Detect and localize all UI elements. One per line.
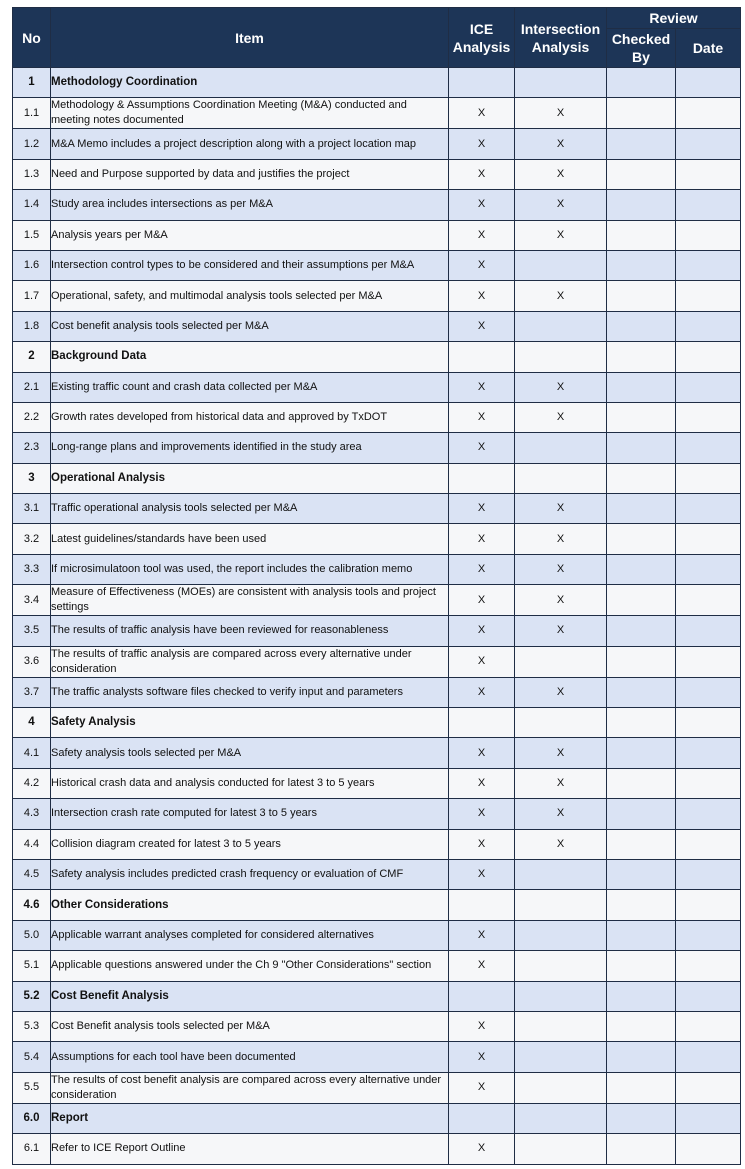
date-cell: [676, 677, 741, 707]
item-text: Assumptions for each tool have been documented: [51, 1042, 449, 1072]
row-number: 2.2: [13, 402, 51, 432]
date-cell: [676, 129, 741, 159]
ice-analysis-mark: X: [449, 524, 515, 554]
row-number: 3: [13, 463, 51, 493]
table-row: [13, 920, 741, 950]
date-cell: [676, 1042, 741, 1072]
row-number: 5.2: [13, 981, 51, 1011]
table-row: [13, 1042, 741, 1072]
checked-by-cell: [607, 677, 676, 707]
intersection-analysis-mark: X: [515, 129, 607, 159]
ice-analysis-mark: X: [449, 1042, 515, 1072]
section-row: [13, 463, 741, 493]
ice-analysis-mark: X: [449, 585, 515, 616]
intersection-analysis-mark: X: [515, 738, 607, 768]
date-cell: [676, 981, 741, 1011]
checked-by-cell: [607, 311, 676, 341]
section-row: [13, 68, 741, 98]
date-cell: [676, 616, 741, 646]
table-row: [13, 799, 741, 829]
checked-by-cell: [607, 951, 676, 981]
ice-analysis-mark: X: [449, 433, 515, 463]
row-number: 3.4: [13, 585, 51, 616]
item-text: Intersection crash rate computed for latest 3 to 5 years: [51, 799, 449, 829]
table-row: [13, 494, 741, 524]
checked-by-cell: [607, 220, 676, 250]
checked-by-cell: [607, 372, 676, 402]
ice-analysis-mark: [449, 1103, 515, 1133]
date-cell: [676, 585, 741, 616]
row-number: 3.2: [13, 524, 51, 554]
date-cell: [676, 463, 741, 493]
row-number: 4: [13, 708, 51, 738]
date-cell: [676, 1011, 741, 1041]
section-title: Report: [51, 1103, 449, 1133]
ice-analysis-mark: X: [449, 920, 515, 950]
ice-analysis-mark: [449, 463, 515, 493]
checked-by-cell: [607, 494, 676, 524]
row-number: 2.1: [13, 372, 51, 402]
intersection-analysis-mark: [515, 920, 607, 950]
section-title: Other Considerations: [51, 890, 449, 920]
intersection-analysis-mark: X: [515, 554, 607, 584]
table-row: [13, 585, 741, 616]
table-row: [13, 738, 741, 768]
table-row: [13, 402, 741, 432]
date-cell: [676, 1134, 741, 1164]
date-cell: [676, 768, 741, 798]
intersection-analysis-mark: [515, 708, 607, 738]
checked-by-cell: [607, 920, 676, 950]
item-text: The results of traffic analysis are compared across every alternative under consideration: [51, 646, 449, 677]
checked-by-cell: [607, 433, 676, 463]
checked-by-cell: [607, 890, 676, 920]
date-cell: [676, 494, 741, 524]
checked-by-cell: [607, 463, 676, 493]
section-row: [13, 342, 741, 372]
row-number: 1.4: [13, 190, 51, 220]
ice-analysis-mark: X: [449, 859, 515, 889]
date-cell: [676, 738, 741, 768]
table-row: [13, 220, 741, 250]
item-text: Cost benefit analysis tools selected per M&A: [51, 311, 449, 341]
table-body: [13, 68, 741, 1165]
table-row: [13, 677, 741, 707]
ice-analysis-mark: X: [449, 402, 515, 432]
item-text: Applicable warrant analyses completed for considered alternatives: [51, 920, 449, 950]
table-row: [13, 190, 741, 220]
intersection-analysis-mark: X: [515, 402, 607, 432]
row-number: 1.5: [13, 220, 51, 250]
checked-by-cell: [607, 585, 676, 616]
item-text: Study area includes intersections as per M&A: [51, 190, 449, 220]
checked-by-cell: [607, 524, 676, 554]
intersection-analysis-mark: X: [515, 281, 607, 311]
checked-by-cell: [607, 250, 676, 280]
checked-by-cell: [607, 1103, 676, 1133]
ice-analysis-mark: X: [449, 281, 515, 311]
date-cell: [676, 372, 741, 402]
item-text: If microsimulatoon tool was used, the report includes the calibration memo: [51, 554, 449, 584]
intersection-analysis-mark: X: [515, 524, 607, 554]
section-row: [13, 981, 741, 1011]
table-row: [13, 524, 741, 554]
intersection-analysis-mark: [515, 1134, 607, 1164]
intersection-analysis-mark: X: [515, 799, 607, 829]
table-row: [13, 768, 741, 798]
section-title: Methodology Coordination: [51, 68, 449, 98]
item-text: Historical crash data and analysis conducted for latest 3 to 5 years: [51, 768, 449, 798]
item-text: The results of traffic analysis have been reviewed for reasonableness: [51, 616, 449, 646]
header-ice-analysis: ICE Analysis: [449, 8, 515, 68]
ice-analysis-mark: X: [449, 311, 515, 341]
intersection-analysis-mark: [515, 1103, 607, 1133]
ice-analysis-mark: X: [449, 1011, 515, 1041]
ice-analysis-mark: [449, 981, 515, 1011]
checked-by-cell: [607, 554, 676, 584]
table-row: [13, 1134, 741, 1164]
checked-by-cell: [607, 129, 676, 159]
checked-by-cell: [607, 98, 676, 129]
row-number: 4.6: [13, 890, 51, 920]
row-number: 4.5: [13, 859, 51, 889]
ice-analysis-mark: X: [449, 98, 515, 129]
date-cell: [676, 554, 741, 584]
intersection-analysis-mark: [515, 1042, 607, 1072]
row-number: 4.3: [13, 799, 51, 829]
checked-by-cell: [607, 616, 676, 646]
header-checked-by: Checked By: [607, 29, 676, 68]
table-row: [13, 311, 741, 341]
item-text: The results of cost benefit analysis are compared across every alternative under consideration: [51, 1072, 449, 1103]
intersection-analysis-mark: [515, 311, 607, 341]
item-text: Methodology & Assumptions Coordination Meeting (M&A) conducted and meeting notes documented: [51, 98, 449, 129]
intersection-analysis-mark: [515, 951, 607, 981]
item-text: Analysis years per M&A: [51, 220, 449, 250]
checked-by-cell: [607, 646, 676, 677]
ice-analysis-mark: X: [449, 616, 515, 646]
item-text: Traffic operational analysis tools selected per M&A: [51, 494, 449, 524]
row-number: 2: [13, 342, 51, 372]
table-header: [13, 8, 741, 68]
checked-by-cell: [607, 1042, 676, 1072]
row-number: 5.4: [13, 1042, 51, 1072]
table-row: [13, 1072, 741, 1103]
table-row: [13, 250, 741, 280]
row-number: 2.3: [13, 433, 51, 463]
section-row: [13, 890, 741, 920]
date-cell: [676, 402, 741, 432]
table-row: [13, 98, 741, 129]
item-text: Long-range plans and improvements identified in the study area: [51, 433, 449, 463]
intersection-analysis-mark: X: [515, 372, 607, 402]
intersection-analysis-mark: [515, 890, 607, 920]
date-cell: [676, 524, 741, 554]
date-cell: [676, 1072, 741, 1103]
item-text: Existing traffic count and crash data collected per M&A: [51, 372, 449, 402]
item-text: Refer to ICE Report Outline: [51, 1134, 449, 1164]
checked-by-cell: [607, 859, 676, 889]
checked-by-cell: [607, 1072, 676, 1103]
ice-analysis-mark: X: [449, 1134, 515, 1164]
section-row: [13, 708, 741, 738]
row-number: 3.3: [13, 554, 51, 584]
intersection-analysis-mark: [515, 68, 607, 98]
ice-analysis-mark: X: [449, 799, 515, 829]
date-cell: [676, 920, 741, 950]
item-text: Latest guidelines/standards have been used: [51, 524, 449, 554]
row-number: 1.3: [13, 159, 51, 189]
ice-analysis-mark: X: [449, 677, 515, 707]
intersection-analysis-mark: [515, 981, 607, 1011]
intersection-analysis-mark: [515, 463, 607, 493]
table-row: [13, 951, 741, 981]
date-cell: [676, 281, 741, 311]
date-cell: [676, 159, 741, 189]
ice-analysis-mark: X: [449, 554, 515, 584]
row-number: 1.8: [13, 311, 51, 341]
intersection-analysis-mark: X: [515, 98, 607, 129]
header-item: Item: [51, 8, 449, 68]
date-cell: [676, 342, 741, 372]
date-cell: [676, 98, 741, 129]
date-cell: [676, 220, 741, 250]
row-number: 4.2: [13, 768, 51, 798]
table-row: [13, 829, 741, 859]
intersection-analysis-mark: [515, 859, 607, 889]
header-date: Date: [676, 29, 741, 68]
checked-by-cell: [607, 68, 676, 98]
item-text: Operational, safety, and multimodal analysis tools selected per M&A: [51, 281, 449, 311]
intersection-analysis-mark: X: [515, 829, 607, 859]
date-cell: [676, 68, 741, 98]
checked-by-cell: [607, 1134, 676, 1164]
item-text: Need and Purpose supported by data and justifies the project: [51, 159, 449, 189]
ice-analysis-mark: X: [449, 646, 515, 677]
checklist-table: [12, 7, 741, 1165]
checked-by-cell: [607, 342, 676, 372]
header-intersection-analysis: Intersection Analysis: [515, 8, 607, 68]
intersection-analysis-mark: X: [515, 190, 607, 220]
checked-by-cell: [607, 799, 676, 829]
section-title: Safety Analysis: [51, 708, 449, 738]
table-row: [13, 646, 741, 677]
table-row: [13, 1011, 741, 1041]
ice-analysis-mark: [449, 68, 515, 98]
ice-analysis-mark: X: [449, 190, 515, 220]
item-text: Growth rates developed from historical data and approved by TxDOT: [51, 402, 449, 432]
ice-analysis-mark: X: [449, 829, 515, 859]
checked-by-cell: [607, 708, 676, 738]
item-text: Applicable questions answered under the Ch 9 "Other Considerations" section: [51, 951, 449, 981]
ice-analysis-mark: X: [449, 494, 515, 524]
item-text: Cost Benefit analysis tools selected per M&A: [51, 1011, 449, 1041]
ice-analysis-mark: [449, 342, 515, 372]
row-number: 4.1: [13, 738, 51, 768]
checked-by-cell: [607, 190, 676, 220]
row-number: 1.7: [13, 281, 51, 311]
date-cell: [676, 708, 741, 738]
intersection-analysis-mark: [515, 1011, 607, 1041]
checked-by-cell: [607, 768, 676, 798]
ice-analysis-mark: X: [449, 372, 515, 402]
row-number: 5.0: [13, 920, 51, 950]
row-number: 6.0: [13, 1103, 51, 1133]
checked-by-cell: [607, 281, 676, 311]
row-number: 4.4: [13, 829, 51, 859]
row-number: 3.6: [13, 646, 51, 677]
row-number: 5.3: [13, 1011, 51, 1041]
row-number: 1: [13, 68, 51, 98]
date-cell: [676, 433, 741, 463]
checked-by-cell: [607, 829, 676, 859]
date-cell: [676, 1103, 741, 1133]
row-number: 3.1: [13, 494, 51, 524]
table-row: [13, 159, 741, 189]
intersection-analysis-mark: X: [515, 220, 607, 250]
date-cell: [676, 311, 741, 341]
checked-by-cell: [607, 981, 676, 1011]
item-text: M&A Memo includes a project description along with a project location map: [51, 129, 449, 159]
intersection-analysis-mark: X: [515, 494, 607, 524]
section-row: [13, 1103, 741, 1133]
intersection-analysis-mark: X: [515, 585, 607, 616]
header-review: Review: [607, 8, 741, 29]
row-number: 6.1: [13, 1134, 51, 1164]
ice-analysis-mark: X: [449, 220, 515, 250]
intersection-analysis-mark: X: [515, 768, 607, 798]
checked-by-cell: [607, 738, 676, 768]
section-title: Operational Analysis: [51, 463, 449, 493]
date-cell: [676, 250, 741, 280]
ice-analysis-mark: X: [449, 951, 515, 981]
intersection-analysis-mark: [515, 646, 607, 677]
intersection-analysis-mark: [515, 1072, 607, 1103]
intersection-analysis-mark: [515, 250, 607, 280]
ice-analysis-mark: [449, 890, 515, 920]
ice-analysis-mark: X: [449, 1072, 515, 1103]
intersection-analysis-mark: X: [515, 616, 607, 646]
item-text: Safety analysis includes predicted crash frequency or evaluation of CMF: [51, 859, 449, 889]
date-cell: [676, 829, 741, 859]
section-title: Cost Benefit Analysis: [51, 981, 449, 1011]
date-cell: [676, 890, 741, 920]
header-no: No: [13, 8, 51, 68]
row-number: 1.6: [13, 250, 51, 280]
intersection-analysis-mark: [515, 342, 607, 372]
item-text: Safety analysis tools selected per M&A: [51, 738, 449, 768]
row-number: 1.2: [13, 129, 51, 159]
intersection-analysis-mark: X: [515, 677, 607, 707]
section-title: Background Data: [51, 342, 449, 372]
item-text: Measure of Effectiveness (MOEs) are consistent with analysis tools and project settings: [51, 585, 449, 616]
table-row: [13, 281, 741, 311]
item-text: Collision diagram created for latest 3 to 5 years: [51, 829, 449, 859]
ice-analysis-mark: X: [449, 129, 515, 159]
intersection-analysis-mark: X: [515, 159, 607, 189]
ice-analysis-mark: X: [449, 159, 515, 189]
checked-by-cell: [607, 1011, 676, 1041]
table-row: [13, 616, 741, 646]
table-row: [13, 554, 741, 584]
date-cell: [676, 951, 741, 981]
date-cell: [676, 859, 741, 889]
table-row: [13, 372, 741, 402]
row-number: 3.5: [13, 616, 51, 646]
table-row: [13, 859, 741, 889]
item-text: Intersection control types to be considered and their assumptions per M&A: [51, 250, 449, 280]
date-cell: [676, 646, 741, 677]
ice-analysis-mark: X: [449, 738, 515, 768]
row-number: 5.1: [13, 951, 51, 981]
checked-by-cell: [607, 159, 676, 189]
ice-analysis-mark: X: [449, 768, 515, 798]
ice-analysis-mark: [449, 708, 515, 738]
row-number: 1.1: [13, 98, 51, 129]
intersection-analysis-mark: [515, 433, 607, 463]
table-row: [13, 433, 741, 463]
checked-by-cell: [607, 402, 676, 432]
date-cell: [676, 190, 741, 220]
date-cell: [676, 799, 741, 829]
row-number: 3.7: [13, 677, 51, 707]
row-number: 5.5: [13, 1072, 51, 1103]
item-text: The traffic analysts software files checked to verify input and parameters: [51, 677, 449, 707]
ice-analysis-mark: X: [449, 250, 515, 280]
table-row: [13, 129, 741, 159]
